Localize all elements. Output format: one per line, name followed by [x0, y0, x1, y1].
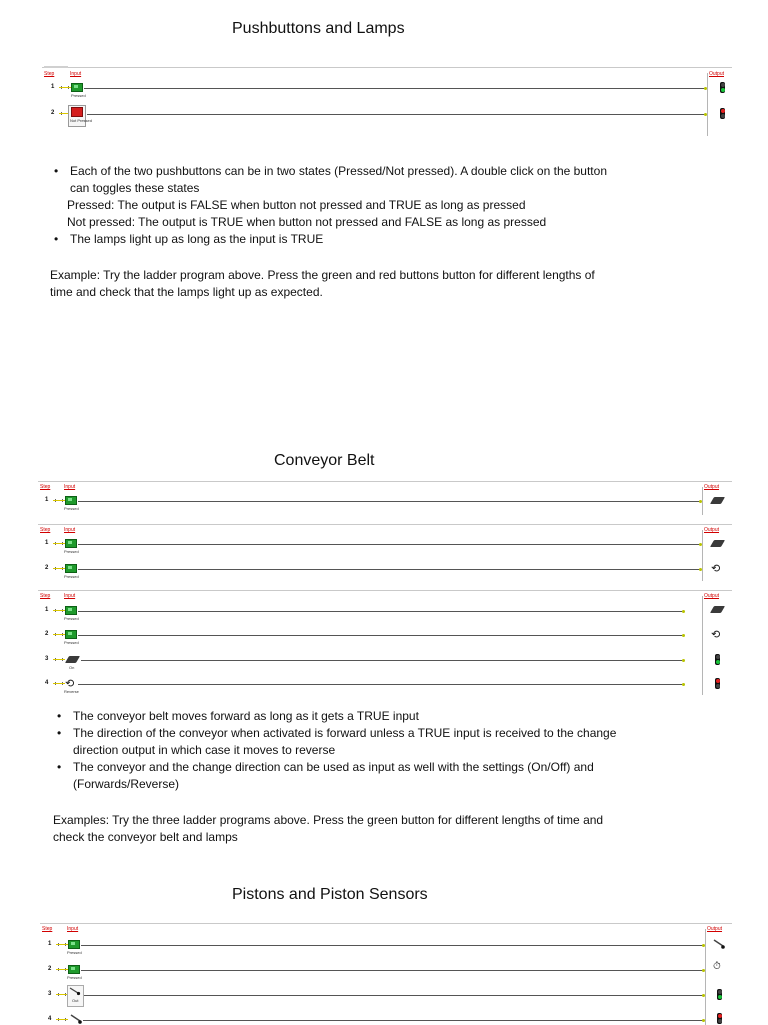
green-pushbutton-icon[interactable]	[68, 965, 80, 974]
contact-symbol	[61, 86, 69, 89]
input-label: Pressed	[71, 93, 86, 98]
ladder-diagram-conveyor-1	[38, 481, 732, 515]
input-label: Pressed	[64, 506, 79, 511]
rung-end-marker	[702, 944, 705, 947]
bullet-continuation: can toggles these states	[70, 181, 200, 195]
rung-line	[78, 684, 682, 685]
input-label: Pressed	[64, 616, 79, 621]
output-header: Output	[707, 926, 723, 932]
step-number: 2	[48, 966, 52, 972]
input-label: On	[69, 665, 75, 670]
green-pushbutton-icon[interactable]	[65, 539, 77, 548]
contact-symbol	[55, 542, 63, 545]
input-label: Pressed	[64, 574, 79, 579]
green-lamp-icon	[720, 82, 725, 93]
conveyor-belt-icon	[710, 540, 725, 547]
input-label: Pressed	[67, 975, 82, 980]
piston-sensor-frame[interactable]	[67, 985, 84, 1007]
contact-symbol	[55, 658, 63, 661]
green-pushbutton-icon[interactable]	[71, 83, 83, 92]
contact-symbol	[55, 567, 63, 570]
input-label: Not Pressed	[70, 118, 93, 123]
rung-end-marker	[702, 994, 705, 997]
input-header: Input	[70, 71, 82, 77]
conveyor-description	[55, 708, 705, 793]
input-label: Reverse	[64, 689, 79, 694]
section-title-pushbuttons: Pushbuttons and Lamps	[232, 20, 405, 37]
section-title-conveyor: Conveyor Belt	[274, 452, 375, 469]
right-power-rail	[702, 530, 703, 581]
conveyor-belt-icon	[710, 497, 725, 504]
input-header: Input	[64, 527, 76, 533]
output-header: Output	[709, 71, 725, 77]
rung-line	[84, 88, 704, 89]
pushbuttons-description	[52, 163, 692, 248]
step-header: Step	[40, 527, 51, 533]
red-pushbutton-icon[interactable]	[71, 107, 83, 117]
bullet-item	[55, 708, 705, 725]
input-label: Out	[72, 998, 79, 1003]
contact-symbol	[55, 499, 63, 502]
contact-symbol	[58, 943, 66, 946]
contact-symbol	[58, 968, 66, 971]
green-pushbutton-icon[interactable]	[65, 564, 77, 573]
rung-line	[84, 995, 703, 996]
step-header: Step	[40, 593, 51, 599]
piston-icon[interactable]	[70, 1014, 82, 1024]
ladder-diagram-conveyor-2	[38, 524, 732, 581]
step-number: 2	[45, 631, 49, 637]
step-number: 1	[45, 497, 49, 503]
green-lamp-icon	[717, 989, 722, 1000]
step-header: Step	[42, 926, 53, 932]
rung-line	[78, 611, 682, 612]
rung-end-marker	[682, 659, 685, 662]
bullet-continuation: direction output in which case it moves to reverse	[73, 743, 336, 757]
conveyor-example	[53, 812, 713, 846]
pushbuttons-example	[50, 267, 710, 301]
bullet-text: The lamps light up as long as the input is TRUE	[70, 232, 324, 246]
right-power-rail	[705, 929, 706, 1025]
section-title-pistons: Pistons and Piston Sensors	[232, 886, 428, 903]
rung-end-marker	[682, 634, 685, 637]
step-number: 2	[51, 110, 55, 116]
ladder-diagram-pushbuttons	[42, 67, 732, 138]
rung-end-marker	[699, 568, 702, 571]
detail-line: Not pressed: The output is TRUE when button not pressed and FALSE as long as pressed	[67, 215, 547, 229]
example-line: Example: Try the ladder program above. Press the green and red buttons button for different lengths of	[50, 268, 595, 282]
bullet-text: The conveyor and the change direction can be used as input as well with the settings (On/Off) and	[73, 760, 594, 774]
contact-symbol	[55, 609, 63, 612]
red-lamp-icon	[720, 108, 725, 119]
green-pushbutton-icon[interactable]	[65, 630, 77, 639]
right-power-rail	[702, 487, 703, 515]
change-direction-icon: ⟲	[711, 628, 721, 641]
bullet-text: The conveyor belt moves forward as long as it gets a TRUE input	[73, 709, 419, 723]
timer-icon: ⏱	[713, 961, 721, 972]
output-header: Output	[704, 484, 720, 490]
step-header: Step	[44, 71, 55, 77]
ladder-diagram-conveyor-3	[38, 590, 732, 695]
example-line: Examples: Try the three ladder programs above. Press the green button for different lengths of time and	[53, 813, 604, 827]
detail-line: Pressed: The output is FALSE when button not pressed and TRUE as long as pressed	[67, 198, 526, 212]
step-header: Step	[40, 484, 51, 490]
rung-line	[81, 970, 703, 971]
piston-icon	[713, 939, 725, 949]
input-header: Input	[64, 484, 76, 490]
input-label: Pressed	[64, 549, 79, 554]
red-lamp-icon	[717, 1013, 722, 1024]
rung-line	[78, 501, 700, 502]
contact-symbol	[55, 682, 63, 685]
change-direction-icon[interactable]: ⟲	[65, 677, 75, 690]
rung-end-marker	[704, 113, 707, 116]
rung-line	[83, 1020, 703, 1021]
rung-end-marker	[682, 683, 685, 686]
bullet-item	[52, 163, 692, 197]
ladder-diagram-pistons	[40, 923, 732, 1025]
change-direction-icon: ⟲	[711, 562, 721, 575]
input-header: Input	[64, 593, 76, 599]
bullet-continuation: (Forwards/Reverse)	[73, 777, 180, 791]
output-header: Output	[704, 593, 720, 599]
rung-line	[78, 569, 700, 570]
step-number: 3	[48, 991, 52, 997]
green-pushbutton-icon[interactable]	[65, 496, 77, 505]
step-number: 2	[45, 565, 49, 571]
rung-end-marker	[702, 1019, 705, 1022]
step-number: 3	[45, 656, 49, 662]
input-label: Pressed	[64, 640, 79, 645]
green-pushbutton-icon[interactable]	[65, 606, 77, 615]
rung-end-marker	[699, 543, 702, 546]
input-label: Pressed	[67, 950, 82, 955]
contact-symbol	[58, 1018, 66, 1021]
example-line: time and check that the lamps light up as expected.	[50, 285, 323, 299]
right-power-rail	[702, 596, 703, 695]
step-number: 1	[51, 84, 55, 90]
step-number: 4	[45, 680, 49, 686]
rung-end-marker	[699, 500, 702, 503]
output-header: Output	[704, 527, 720, 533]
rung-end-marker	[704, 87, 707, 90]
bullet-item	[52, 231, 692, 248]
contact-symbol	[55, 633, 63, 636]
piston-sensor-icon[interactable]	[69, 987, 81, 996]
step-number: 1	[45, 540, 49, 546]
red-lamp-icon	[715, 678, 720, 689]
rung-end-marker	[682, 610, 685, 613]
rung-line	[81, 660, 682, 661]
rung-end-marker	[702, 969, 705, 972]
contact-symbol	[58, 993, 66, 996]
step-number: 1	[48, 941, 52, 947]
bullet-item	[55, 725, 705, 759]
rung-line	[78, 544, 700, 545]
rung-line	[81, 945, 703, 946]
green-pushbutton-icon[interactable]	[68, 940, 80, 949]
conveyor-belt-icon	[710, 606, 725, 613]
input-header: Input	[67, 926, 79, 932]
bullet-text: Each of the two pushbuttons can be in two states (Pressed/Not pressed). A double click on the button	[70, 164, 607, 178]
step-number: 1	[45, 607, 49, 613]
bullet-item	[55, 759, 705, 793]
rung-line	[87, 114, 704, 115]
right-power-rail	[707, 73, 708, 136]
bullet-text: The direction of the conveyor when activated is forward unless a TRUE input is received to the change	[73, 726, 617, 740]
step-number: 4	[48, 1016, 52, 1022]
rung-line	[78, 635, 682, 636]
conveyor-belt-icon[interactable]	[65, 656, 80, 663]
red-pushbutton-frame[interactable]	[68, 105, 93, 127]
green-lamp-icon	[715, 654, 720, 665]
example-line: check the conveyor belt and lamps	[53, 830, 238, 844]
